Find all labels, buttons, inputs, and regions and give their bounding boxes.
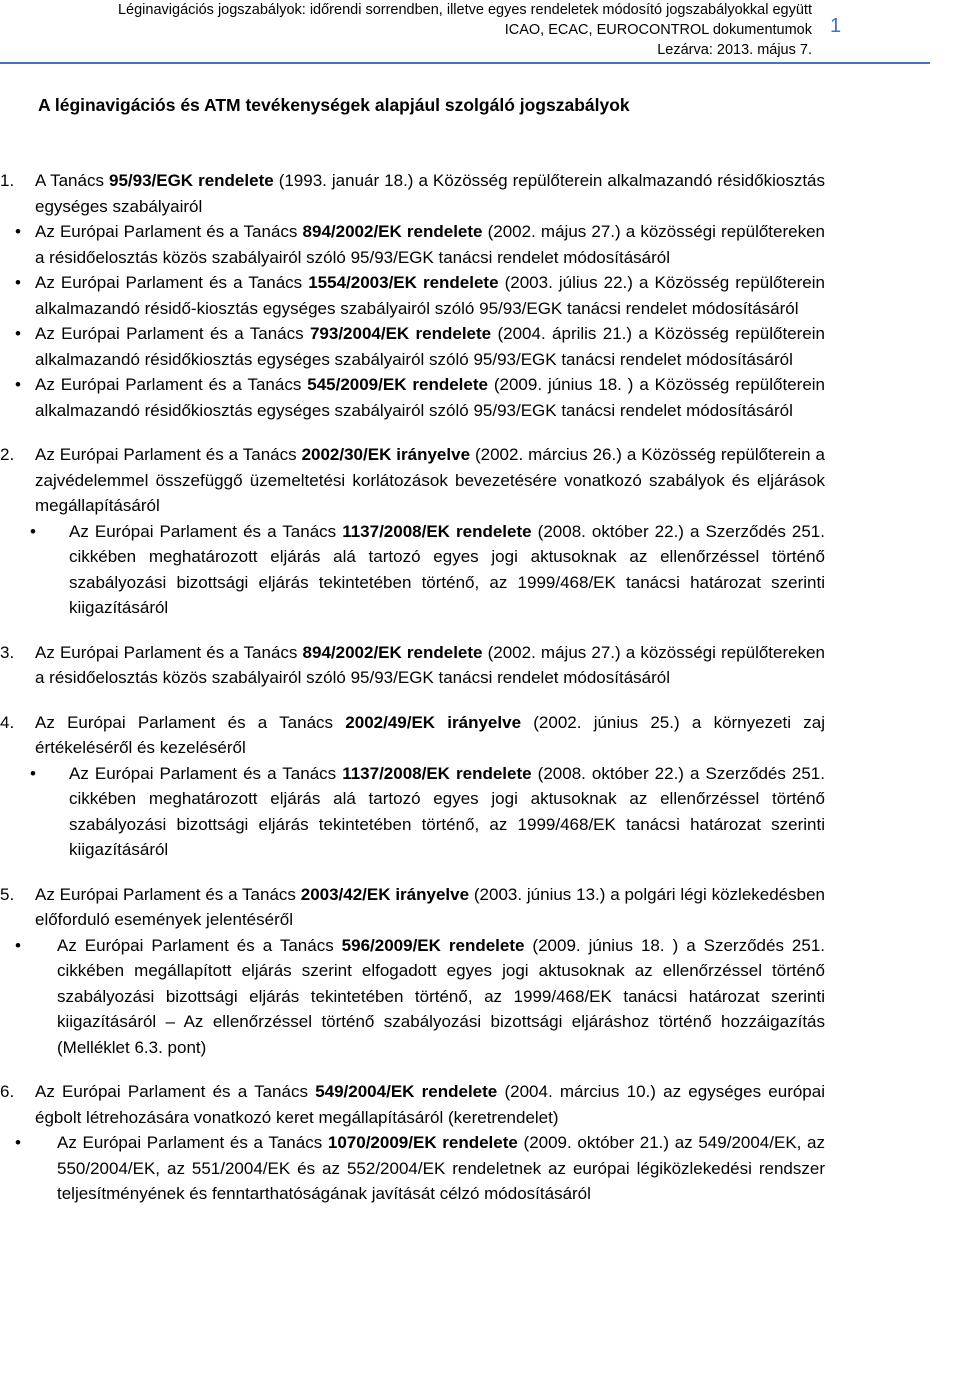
item-text-pre: Az Európai Parlament és a Tanács [69,763,343,783]
section-text-pre: Az Európai Parlament és a Tanács [35,712,346,732]
section-text-pre: Az Európai Parlament és a Tanács [35,445,302,464]
page-header [0,0,812,60]
bullet-icon: • [15,324,21,343]
section-number: 3. [0,642,15,662]
item-text-post: (2008. október 22.) a Szerződés 251. cikkében meghatározott eljárás alá tartozó egyes jogi aktusoknak az ellenőrzéssel történő szabályozási bizottsági eljárás tekintetében történő, az 1999/468/EK tanácsi határozat szerinti kiigazításáról [69,521,825,617]
section-text-post: (2003. június 13.) a polgári légi közlekedésben előforduló események jelentéséről [35,884,826,929]
list-item [0,372,825,423]
item-text-post: (2004. április 21.) a Közösség repülőterein alkalmazandó résidőkiosztás egységes szabályairól szóló 95/93/EGK tanácsi rendelet módosításáról [35,324,825,369]
regulation-id: 2002/49/EK irányelve [345,712,522,732]
regulation-id: 894/2002/EK rendelete [302,222,483,241]
regulation-id: 1137/2008/EK rendelete [342,763,532,783]
section-text-post: (2004. március 10.) az egységes európai égbolt létrehozására vonatkozó keret megállapításáról (keretrendelet) [35,1082,825,1127]
section-text-pre: Az Európai Parlament és a Tanács [35,642,303,662]
section-heading [0,882,825,933]
item-text-pre: Az Európai Parlament és a Tanács [35,222,303,241]
item-text-pre: Az Európai Parlament és a Tanács [57,1133,328,1152]
item-text-pre: Az Európai Parlament és a Tanács [35,273,309,292]
regulation-id: 1137/2008/EK rendelete [342,521,532,541]
section-number: 2. [0,445,15,464]
section-number: 6. [0,1082,15,1101]
section-4 [0,710,960,863]
bullet-icon: • [15,273,21,292]
bullet-icon: • [15,1133,21,1152]
bullet-icon: • [15,375,21,394]
item-text-pre: Az Európai Parlament és a Tanács [35,324,310,343]
header-line-3: Lezárva: 2013. május 7. [657,42,812,58]
item-text-post: (2009. június 18. ) a Szerződés 251. cikkében megállapított eljárás szerint elfogadott egyes jogi aktusoknak az ellenőrzéssel történő szabályozási bizottsági eljárás tekintetében történő, az 1999/468/EK tanácsi határozat szerinti kiigazításáról – Az ellenőrzéssel történő szabályozási bizottsági eljáráshoz történő hozzáigazítás (Melléklet 6.3. pont) [57,935,825,1057]
regulation-id: 596/2009/EK rendelete [341,935,525,955]
section-heading [0,1079,825,1130]
regulation-id: 1554/2003/EK rendelete [308,273,499,292]
regulation-id: 894/2002/EK rendelete [302,642,483,662]
item-text-post: (2002. május 27.) a közösségi repülőtereken a résidőelosztás közös szabályairól szóló 95/93/EGK tanácsi rendelet módosításáról [35,222,826,267]
regulation-id: 793/2004/EK rendelete [309,324,492,343]
regulation-id: 2002/30/EK irányelve [301,445,471,464]
header-line-1: Léginavigációs jogszabályok: időrendi sorrendben, illetve egyes rendeletek módosító jogszabályokkal együtt [117,2,812,18]
bullet-icon: • [30,763,36,783]
section-1 [0,168,960,423]
list-item [0,1130,825,1207]
item-text-post: (2008. október 22.) a Szerződés 251. cikkében meghatározott eljárás alá tartozó egyes jogi aktusoknak az ellenőrzéssel történő szabályozási bizottsági eljárás tekintetében történő, az 1999/468/EK tanácsi határozat szerinti kiigazításáról [69,763,825,859]
section-number: 4. [0,712,15,732]
section-text-post: (2002. március 26.) a Közösség repülőterein a zajvédelemmel összefüggő üzemeltetési korlátozások bevezetésére vonatkozó szabályok és eljárások megállapításáról [35,445,826,515]
list-item [0,933,825,1061]
section-text-pre: Az Európai Parlament és a Tanács [35,884,301,904]
section-2 [0,442,960,621]
item-text-post: (2003. július 22.) a Közösség repülőterein alkalmazandó résidő-kiosztás egységes szabályairól szóló 95/93/EGK tanácsi rendelet módosításáról [35,273,825,318]
header-line-2: ICAO, ECAC, EUROCONTROL dokumentumok [504,22,812,38]
section-number: 5. [0,884,15,904]
item-text-post: (2009. október 21.) az 549/2004/EK, az 550/2004/EK, az 551/2004/EK és az 552/2004/EK rendeletnek az európai légiközlekedési rendszer teljesítményének és fenntarthatóságának javítását célzó módosításáról [57,1133,826,1203]
bullet-icon: • [15,222,21,241]
item-text-pre: Az Európai Parlament és a Tanács [57,935,342,955]
list-item [0,519,825,621]
document-body [0,168,960,1226]
section-text-post: (2002. június 25.) a környezeti zaj értékeléséről és kezeléséről [35,712,826,757]
page-title: A léginavigációs és ATM tevékenységek alapjául szolgáló jogszabályok [38,95,630,115]
section-text-post: (2002. május 27.) a közösségi repülőtereken a résidőelosztás közös szabályairól szóló 95/93/EGK tanácsi rendelet módosításáról [35,642,826,687]
section-heading [0,442,825,519]
bullet-icon: • [15,935,21,955]
regulation-id: 545/2009/EK rendelete [307,375,488,394]
section-heading [0,168,825,219]
item-text-pre: Az Európai Parlament és a Tanács [69,521,343,541]
regulation-id: 95/93/EGK rendelete [108,171,274,190]
section-3 [0,640,960,691]
list-item [0,321,825,372]
section-heading [0,640,825,691]
bullet-icon: • [30,521,36,541]
list-item [0,219,825,270]
section-text-pre: Az Európai Parlament és a Tanács [35,1082,316,1101]
item-text-post: (2009. június 18. ) a Közösség repülőterein alkalmazandó résidőkiosztás egységes szabályairól szóló 95/93/EGK tanácsi rendelet módosításáról [35,375,826,420]
section-5 [0,882,960,1061]
list-item [0,270,825,321]
regulation-id: 2003/42/EK irányelve [300,884,470,904]
item-text-pre: Az Európai Parlament és a Tanács [35,375,308,394]
regulation-id: 549/2004/EK rendelete [315,1082,498,1101]
regulation-id: 1070/2009/EK rendelete [327,1133,518,1152]
page-number: 1 [830,15,842,37]
section-text-post: (1993. január 18.) a Közösség repülőterein alkalmazandó résidőkiosztás egységes szabályairól [35,171,825,216]
section-text-pre: A Tanács [35,171,109,190]
section-heading [0,710,825,761]
section-6 [0,1079,960,1207]
header-divider [0,62,930,64]
list-item [0,761,825,863]
section-number: 1. [0,171,15,190]
